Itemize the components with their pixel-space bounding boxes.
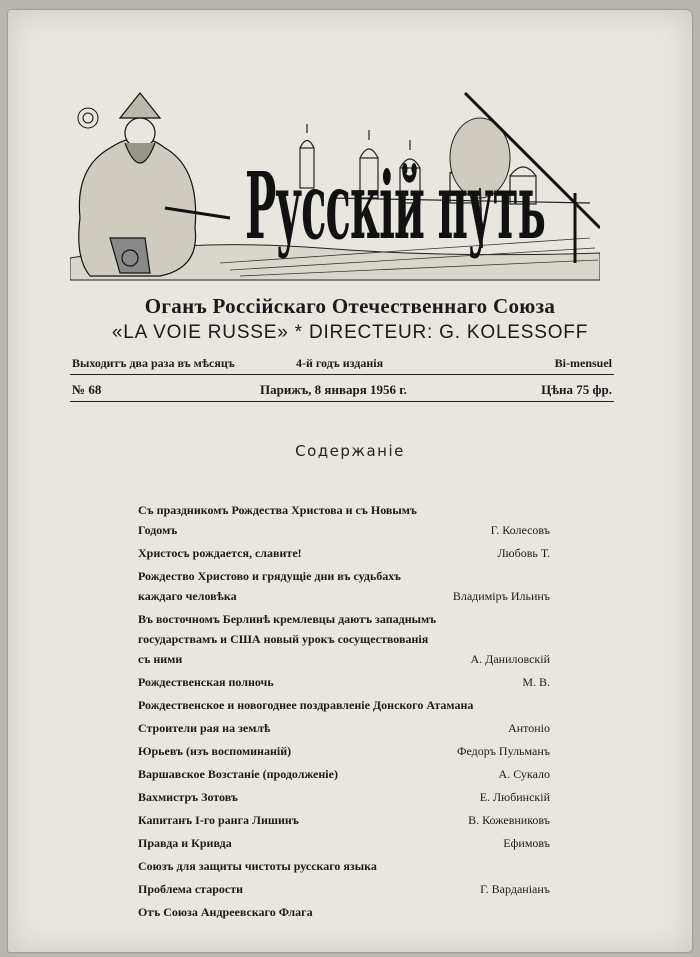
toc-entry-title: Строители рая на землѣ bbox=[138, 721, 271, 735]
toc-entry-title: Правда и Кривда bbox=[138, 836, 232, 850]
bimensuel-text: Bi-mensuel bbox=[554, 356, 612, 370]
toc-entry-title: Христосъ рождается, славите! bbox=[138, 546, 302, 560]
toc-heading: Содержаніе bbox=[295, 442, 405, 460]
issue-number: № 68 bbox=[72, 382, 102, 397]
toc-entry-author: Ефимовъ bbox=[503, 836, 550, 850]
toc-entry-title: Вахмистръ Зотовъ bbox=[138, 790, 238, 804]
toc-entry bbox=[138, 902, 550, 922]
masthead-illustration bbox=[70, 88, 600, 288]
price: Цѣна 75 фр. bbox=[541, 382, 612, 397]
toc-entry-title: Рождество Христово и грядущіе дни въ судьбахъ каждаго человѣка bbox=[138, 569, 401, 603]
toc-entry-title: Отъ Союза Андреевскаго Флага bbox=[138, 905, 313, 919]
toc-entry-author: Г. Варданіанъ bbox=[480, 882, 550, 896]
table-of-contents bbox=[138, 500, 550, 925]
toc-entry-title: Рождественское и новогоднее поздравленіе Донского Атамана bbox=[138, 698, 474, 712]
toc-entry-author: Е. Любинскій bbox=[479, 790, 550, 804]
toc-entry-title: Варшавское Возстаніе (продолженіе) bbox=[138, 767, 338, 781]
toc-entry bbox=[138, 718, 550, 738]
double-headed-eagle-icon bbox=[78, 108, 98, 128]
toc-entry bbox=[138, 500, 550, 540]
toc-entry-author: А. Сукало bbox=[498, 767, 550, 781]
toc-entry-title: Въ восточномъ Берлинѣ кремлевцы даютъ западнымъ государствамъ и США новый урокъ сосуществованія съ ними bbox=[138, 612, 437, 666]
toc-entry bbox=[138, 741, 550, 761]
toc-entry bbox=[138, 543, 550, 563]
toc-entry-title: Юрьевъ (изъ воспоминаній) bbox=[138, 744, 292, 758]
toc-entry-author: Федоръ Пульманъ bbox=[456, 744, 550, 758]
toc-entry bbox=[138, 856, 550, 876]
toc-entry-title: Съ праздникомъ Рождества Христова и съ Новымъ Годомъ bbox=[138, 503, 417, 537]
toc-entry-author: Антоніо bbox=[508, 721, 550, 735]
toc-entry-title: Проблема старости bbox=[138, 882, 244, 896]
french-title-line: «LA VOIE RUSSE» * DIRECTEUR: G. KOLESSOFF bbox=[111, 322, 589, 343]
toc-entry-title: Союзъ для защиты чистоты русскаго языка bbox=[138, 859, 377, 873]
toc-entry bbox=[138, 879, 550, 899]
toc-entry-author: М. В. bbox=[522, 675, 550, 689]
year-text: 4-й годъ изданія bbox=[296, 356, 384, 370]
masthead-svg bbox=[70, 88, 600, 288]
toc-entry-title: Рождественская полночь bbox=[138, 675, 274, 689]
frequency-text: Выходитъ два раза въ мѣсяцъ bbox=[72, 356, 235, 370]
toc-entry bbox=[138, 787, 550, 807]
toc-entry-author: Владиміръ Ильинъ bbox=[452, 589, 550, 603]
svg-text:Русскій путь: Русскій путь bbox=[245, 152, 545, 260]
organ-line: Оганъ Россійскаго Отечественнаго Союза bbox=[144, 294, 556, 318]
toc-entry-title: Капитанъ I-го ранга Лишинъ bbox=[138, 813, 299, 827]
toc-entry bbox=[138, 566, 550, 606]
toc-entry-author: Любовь Т. bbox=[497, 546, 550, 560]
toc-entry-author: А. Даниловскій bbox=[470, 652, 550, 666]
toc-entry-author: В. Кожевниковъ bbox=[468, 813, 550, 827]
toc-entry-author: Г. Колесовъ bbox=[490, 523, 550, 537]
toc-entry bbox=[138, 672, 550, 692]
toc-entry bbox=[138, 810, 550, 830]
toc-entry bbox=[138, 609, 550, 669]
divider-bottom bbox=[70, 401, 614, 402]
place-date: Парижъ, 8 января 1956 г. bbox=[260, 382, 407, 397]
divider-top bbox=[70, 374, 614, 375]
toc-entry bbox=[138, 695, 550, 715]
toc-entry bbox=[138, 833, 550, 853]
toc-entry bbox=[138, 764, 550, 784]
